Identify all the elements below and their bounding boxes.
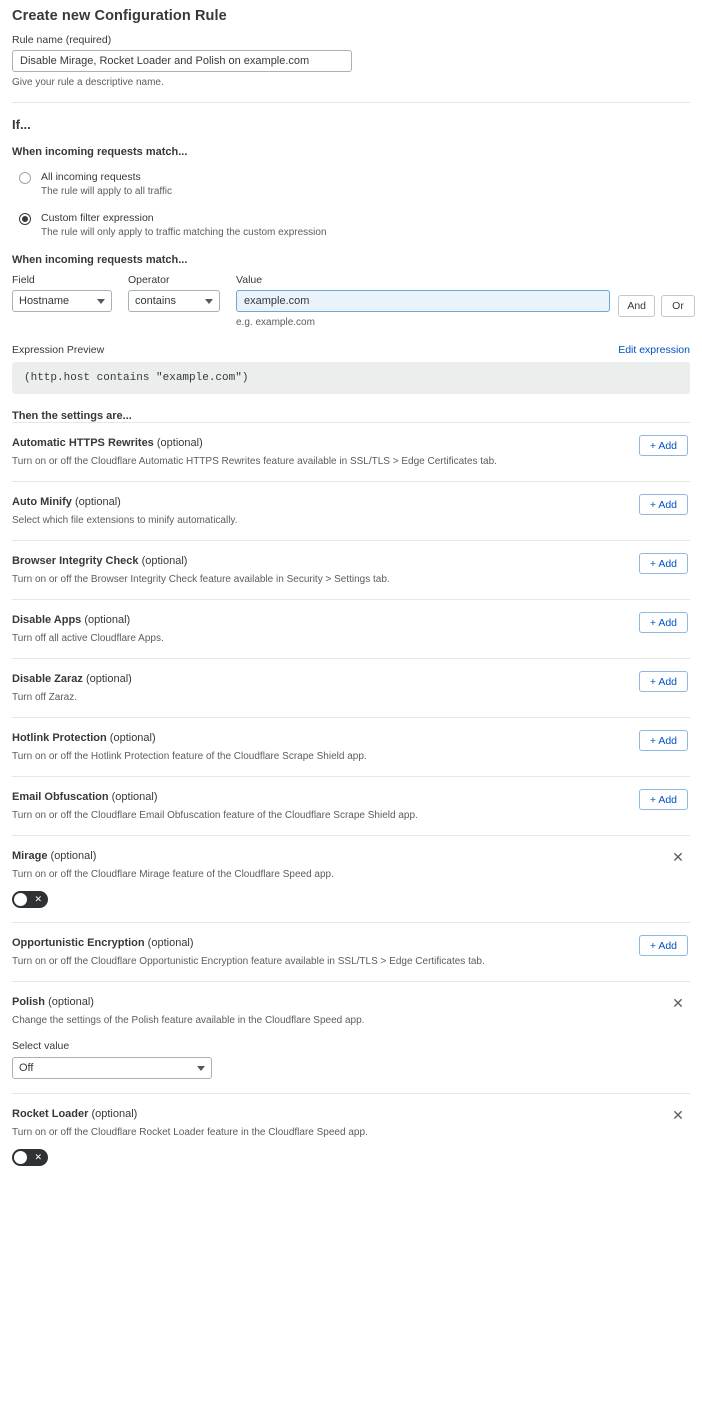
setting-row: [12, 540, 690, 599]
setting-description: Turn on or off the Browser Integrity Check feature available in Security > Settings tab.: [12, 574, 390, 585]
radio-label-all-requests: All incoming requests: [41, 171, 141, 183]
chevron-down-icon: [205, 299, 213, 304]
setting-toggle[interactable]: [12, 891, 48, 908]
remove-setting-icon[interactable]: ✕: [669, 994, 687, 1012]
radio-option-all-requests[interactable]: [12, 170, 695, 199]
setting-row: [12, 981, 690, 1093]
setting-select[interactable]: [12, 1057, 212, 1079]
rule-name-hint: Give your rule a descriptive name.: [12, 77, 164, 88]
chevron-down-icon: [97, 299, 105, 304]
radio-sub-all-requests: The rule will apply to all traffic: [41, 186, 172, 197]
radio-option-custom-filter[interactable]: [12, 211, 695, 240]
radio-label-custom-filter: Custom filter expression: [41, 212, 154, 224]
setting-description: Turn on or off the Cloudflare Email Obfuscation feature of the Cloudflare Scrape Shield app.: [12, 810, 418, 821]
filter-expression-row: [12, 274, 695, 328]
setting-row: [12, 776, 690, 835]
setting-description: Turn on or off the Cloudflare Opportunistic Encryption feature available in SSL/TLS > Edge Certificates tab.: [12, 956, 485, 967]
setting-title: [12, 732, 690, 744]
setting-title: [12, 937, 690, 949]
setting-optional-tag: (optional): [45, 996, 94, 1008]
and-button[interactable]: And: [618, 295, 655, 317]
if-heading: If...: [12, 117, 31, 132]
add-setting-button[interactable]: + Add: [639, 435, 688, 456]
operator-select-value: contains: [135, 295, 176, 307]
value-input[interactable]: [236, 290, 610, 312]
setting-optional-tag: (optional): [82, 673, 132, 685]
setting-row: [12, 835, 690, 922]
setting-name: Disable Zaraz: [12, 673, 83, 685]
expression-preview-header: [12, 344, 690, 356]
setting-name: Disable Apps: [12, 614, 82, 626]
setting-select-value: Off: [19, 1062, 34, 1074]
chevron-down-icon: [197, 1066, 205, 1071]
radio-icon-all-requests[interactable]: [19, 172, 31, 184]
setting-description: Turn off Zaraz.: [12, 692, 78, 703]
setting-name: Email Obfuscation: [12, 791, 109, 803]
setting-optional-tag: (optional): [138, 555, 188, 567]
setting-optional-tag: (optional): [108, 791, 158, 803]
edit-expression-link[interactable]: Edit expression: [618, 344, 690, 356]
setting-optional-tag: (optional): [81, 614, 131, 626]
setting-description: Turn on or off the Hotlink Protection feature of the Cloudflare Scrape Shield app.: [12, 751, 367, 762]
setting-title: [12, 996, 690, 1008]
add-setting-button[interactable]: + Add: [639, 935, 688, 956]
setting-name: Automatic HTTPS Rewrites: [12, 437, 154, 449]
setting-optional-tag: (optional): [106, 732, 156, 744]
add-setting-button[interactable]: + Add: [639, 553, 688, 574]
setting-title: [12, 1108, 690, 1120]
expression-preview-text: (http.host contains "example.com"): [12, 362, 690, 394]
divider: [12, 102, 690, 103]
operator-select[interactable]: [128, 290, 220, 312]
setting-title: [12, 850, 690, 862]
value-label: Value: [236, 274, 263, 286]
setting-title: [12, 791, 690, 803]
setting-name: Opportunistic Encryption: [12, 937, 145, 949]
add-setting-button[interactable]: + Add: [639, 612, 688, 633]
radio-icon-custom-filter[interactable]: [19, 213, 31, 225]
page-title: Create new Configuration Rule: [12, 8, 227, 24]
setting-name: Mirage: [12, 850, 48, 862]
setting-row: [12, 599, 690, 658]
add-setting-button[interactable]: + Add: [639, 671, 688, 692]
setting-description: Turn on or off the Cloudflare Automatic HTTPS Rewrites feature available in SSL/TLS > Edge Certificates tab.: [12, 456, 497, 467]
setting-optional-tag: (optional): [153, 437, 203, 449]
toggle-knob: [14, 1151, 27, 1164]
setting-select-label: Select value: [12, 1040, 70, 1052]
toggle-knob: [14, 893, 27, 906]
setting-title: [12, 555, 690, 567]
rule-name-label: Rule name (required): [12, 34, 112, 46]
setting-optional-tag: (optional): [88, 1108, 138, 1120]
add-setting-button[interactable]: + Add: [639, 789, 688, 810]
toggle-off-icon: ✕: [34, 894, 42, 904]
setting-row: [12, 717, 690, 776]
remove-setting-icon[interactable]: ✕: [669, 1106, 687, 1124]
setting-name: Polish: [12, 996, 46, 1008]
field-label: Field: [12, 274, 35, 286]
setting-name: Auto Minify: [12, 496, 72, 508]
setting-name: Browser Integrity Check: [12, 555, 139, 567]
setting-title: [12, 673, 690, 685]
radio-sub-custom-filter: The rule will only apply to traffic matching the custom expression: [41, 227, 327, 238]
setting-optional-tag: (optional): [47, 850, 97, 862]
setting-name: Rocket Loader: [12, 1108, 89, 1120]
configuration-rule-form: [0, 8, 702, 1180]
setting-optional-tag: (optional): [144, 937, 194, 949]
rule-name-input[interactable]: [12, 50, 352, 72]
or-button[interactable]: Or: [661, 295, 695, 317]
field-select[interactable]: [12, 290, 112, 312]
setting-row: [12, 658, 690, 717]
setting-title: [12, 496, 690, 508]
expression-preview-label: Expression Preview: [12, 344, 105, 356]
setting-toggle[interactable]: [12, 1149, 48, 1166]
filter-subheading: When incoming requests match...: [12, 254, 188, 266]
setting-row: [12, 922, 690, 981]
then-heading: Then the settings are...: [12, 410, 132, 422]
setting-row: [12, 1093, 690, 1180]
setting-title: [12, 614, 690, 626]
setting-row: [12, 422, 690, 481]
if-subheading: When incoming requests match...: [12, 146, 188, 158]
value-hint: e.g. example.com: [236, 317, 315, 328]
setting-row: [12, 481, 690, 540]
setting-description: Turn on or off the Cloudflare Rocket Loader feature in the Cloudflare Speed app.: [12, 1127, 368, 1138]
add-setting-button[interactable]: + Add: [639, 730, 688, 751]
setting-description: Select which file extensions to minify automatically.: [12, 515, 238, 526]
settings-list: [7, 422, 695, 1180]
setting-title: [12, 437, 690, 449]
setting-optional-tag: (optional): [71, 496, 121, 508]
setting-description: Turn off all active Cloudflare Apps.: [12, 633, 164, 644]
setting-description: Change the settings of the Polish feature available in the Cloudflare Speed app.: [12, 1015, 365, 1026]
setting-description: Turn on or off the Cloudflare Mirage feature of the Cloudflare Speed app.: [12, 869, 334, 880]
add-setting-button[interactable]: + Add: [639, 494, 688, 515]
setting-name: Hotlink Protection: [12, 732, 107, 744]
remove-setting-icon[interactable]: ✕: [669, 848, 687, 866]
operator-label: Operator: [128, 274, 170, 286]
field-select-value: Hostname: [19, 295, 70, 307]
toggle-off-icon: ✕: [34, 1152, 42, 1162]
